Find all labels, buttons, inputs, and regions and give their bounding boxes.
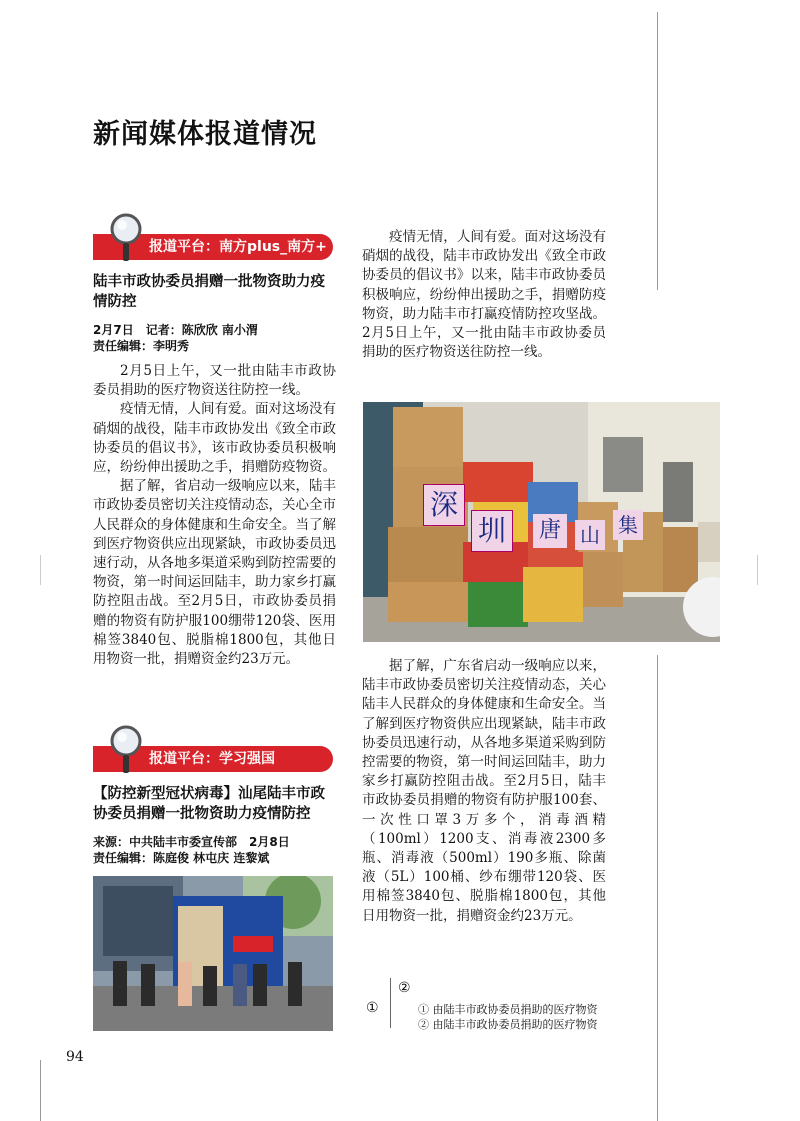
right-paragraph: 据了解，广东省启动一级响应以来，陆丰市政协委员密切关注疫情动态，关心陆丰人民群众的身体健康和生命安全。当了解到医疗物资供应出现紧缺，陆丰市政协委员迅速行动，从各地多渠道采购到防控需要的物资，第一时间运回陆丰，助力家乡打赢防控阻击战。至2月5日，陆丰市政协委员捐赠的物资有防护服100套、一次性口罩3万多个，消毒酒精（100ml）1200支、消毒液2300多瓶、消毒液（500ml）190多瓶、除菌液（5L）100桶、纱布绷带120袋、医用棉签3840包、脱脂棉1800包，其他日用物资一批，捐赠资金约23万元。 (362, 658, 606, 924)
caption-divider (390, 978, 391, 1028)
article1-paragraph: 疫情无情，人间有爱。面对这场没有硝烟的战役，陆丰市政协发出《致全市政协委员的倡议书》，该市政协委员积极响应，纷纷伸出援助之手，捐赠防疫物资。 (93, 401, 336, 476)
article1-paragraph: 2月5日上午，又一批由陆丰市政协委员捐助的医疗物资送往防控一线。 (93, 363, 336, 399)
article1-body (93, 362, 336, 669)
supplies-photo (363, 402, 720, 642)
magnifier-icon (106, 211, 146, 263)
page-title: 新闻媒体报道情况 (93, 119, 317, 150)
photo-sign-label: 唐 (533, 514, 567, 548)
photo-sign-label: 深 (423, 484, 465, 526)
middle-left-rule (40, 555, 41, 585)
platform-label: 报道平台：南方plus_南方+ (149, 239, 327, 255)
photo-marker-2: ② (398, 980, 411, 996)
bottom-left-rule (40, 1060, 41, 1121)
right-column-bottom (362, 657, 606, 926)
photo-sign-label: 圳 (471, 510, 513, 552)
caption-line-1: ① 由陆丰市政协委员捐助的医疗物资 (418, 1003, 598, 1016)
magnifier-icon (106, 723, 146, 775)
article1-meta-date-reporter: 2月7日 记者：陈欣欣 南小渭 (93, 323, 258, 337)
page-number: 94 (66, 1049, 84, 1065)
photo-marker-1: ① (366, 1000, 379, 1016)
article2-meta-editor: 责任编辑：陈庭俊 林屯庆 连黎斌 (93, 851, 270, 865)
platform-label: 报道平台：学习强国 (149, 751, 275, 767)
article1-headline: 陆丰市政协委员捐赠一批物资助力疫情防控 (93, 274, 325, 310)
article1-paragraph: 据了解，省启动一级响应以来，陆丰市政协委员密切关注疫情动态，关心全市人民群众的身体健康和生命安全。当了解到医疗物资供应出现紧缺，市政协委员迅速行动，从各地多渠道采购到防控需要的物资，第一时间运回陆丰，助力家乡打赢防控阻击战。至2月5日，市政协委员捐赠的物资有防护服100绷带120袋、医用棉签3840包、脱脂棉1800包，其他日用物资一批，捐赠资金约23万元。 (93, 478, 336, 668)
truck-photo (93, 876, 333, 1031)
article1-meta-editor: 责任编辑：李明秀 (93, 339, 190, 353)
caption-line-2: ② 由陆丰市政协委员捐助的医疗物资 (418, 1018, 598, 1031)
article2-headline: 【防控新型冠状病毒】汕尾陆丰市政协委员捐赠一批物资助力疫情防控 (93, 786, 325, 822)
bottom-right-rule (657, 655, 658, 1121)
article2-meta-source: 来源：中共陆丰市委宣传部 2月8日 (93, 835, 290, 849)
photo-sign-label: 集 (613, 510, 643, 540)
photo-sign-label: 山 (575, 520, 605, 550)
right-column-top (362, 228, 606, 362)
right-paragraph: 疫情无情，人间有爱。面对这场没有硝烟的战役，陆丰市政协发出《致全市政协委员的倡议书》以来，陆丰市政协委员积极响应，纷纷伸出援助之手，捐赠防疫物资，助力陆丰市打赢疫情防控攻坚战。2月5日上午，又一批由陆丰市政协委员捐助的医疗物资送往防控一线。 (362, 229, 606, 361)
middle-right-rule (757, 555, 758, 585)
top-right-rule (657, 12, 658, 290)
